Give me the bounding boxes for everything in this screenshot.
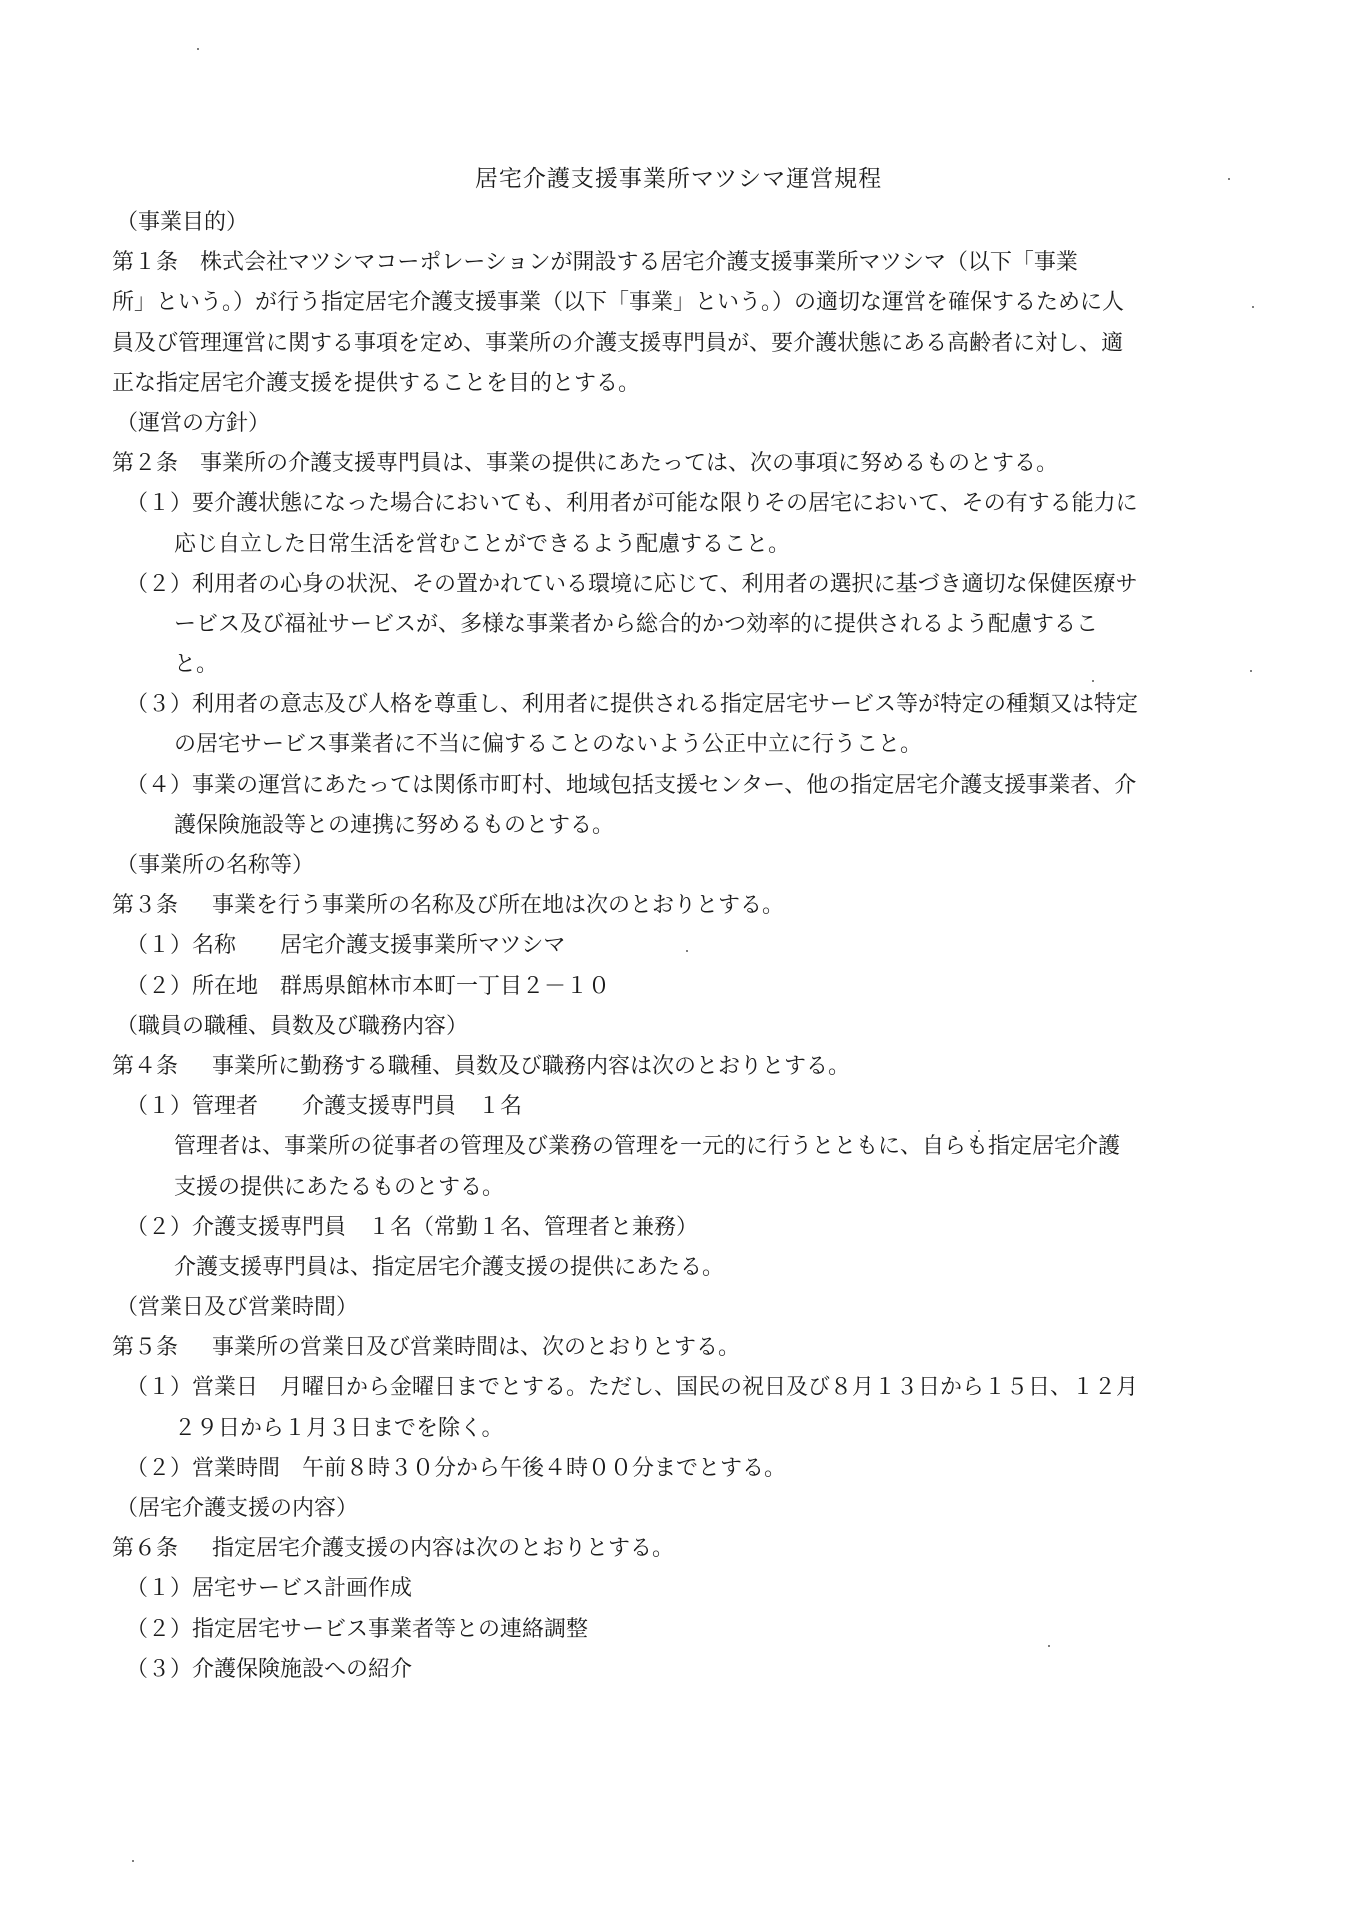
scan-speck: [1250, 670, 1252, 672]
continuation-text: 応じ自立した日常生活を営むことができるよう配慮すること。: [174, 531, 791, 557]
list-item: [112, 1569, 1242, 1609]
item-number: （１）: [126, 491, 193, 517]
list-item: [112, 484, 1242, 524]
article-number: 第１条: [112, 250, 179, 276]
article-line: [112, 243, 1242, 283]
item-text: 利用者の意志及び人格を尊重し、利用者に提供される指定居宅サービス等が特定の種類又は特定: [192, 692, 1139, 718]
scan-speck: [978, 1130, 980, 1132]
list-item: [112, 766, 1242, 806]
continuation-line: [112, 283, 1242, 323]
section-heading: [112, 404, 1242, 444]
item-text: 事業の運営にあたっては関係市町村、地域包括支援センター、他の指定居宅介護支援事業者、介: [192, 772, 1137, 798]
article-number: 第２条: [112, 451, 179, 477]
continuation-line: [112, 525, 1242, 565]
list-item: [112, 1087, 1242, 1127]
item-number: （３）: [126, 1656, 193, 1682]
article-line: [112, 1328, 1242, 1368]
article-line: [112, 444, 1242, 484]
continuation-text: 所」という。）が行う指定居宅介護支援事業（以下「事業」という。）の適切な運営を確保するために人: [112, 290, 1125, 316]
continuation-text: 支援の提供にあたるものとする。: [174, 1174, 505, 1200]
continuation-line: [112, 1248, 1242, 1288]
article-text: 事業所に勤務する職種、員数及び職務内容は次のとおりとする。: [212, 1053, 851, 1079]
article-number: 第６条: [112, 1536, 179, 1562]
list-item: [112, 967, 1242, 1007]
item-number: （２）: [126, 571, 193, 597]
article-text: 事業所の営業日及び営業時間は、次のとおりとする。: [212, 1335, 741, 1361]
continuation-text: 正な指定居宅介護支援を提供することを目的とする。: [112, 370, 641, 396]
article-line: [112, 1047, 1242, 1087]
item-number: （２）: [126, 973, 193, 999]
article-number: 第３条: [112, 893, 179, 919]
item-number: （１）: [126, 1375, 193, 1401]
article-line: [112, 1529, 1242, 1569]
section-heading-text: （事業目的）: [116, 210, 249, 235]
article-number: 第５条: [112, 1335, 179, 1361]
section-heading: [112, 1489, 1242, 1529]
continuation-text: ービス及び福祉サービスが、多様な事業者から総合的かつ効率的に提供されるよう配慮するこ: [174, 611, 1099, 637]
continuation-text: 介護支援専門員は、指定居宅介護支援の提供にあたる。: [174, 1254, 725, 1280]
continuation-text: 護保険施設等との連携に努めるものとする。: [174, 812, 615, 838]
continuation-line: [112, 645, 1242, 685]
item-number: （４）: [126, 772, 193, 798]
continuation-line: [112, 605, 1242, 645]
list-item: [112, 1208, 1242, 1248]
scan-speck: [1048, 1645, 1050, 1647]
list-item: [112, 926, 1242, 966]
continuation-line: [112, 1127, 1242, 1167]
section-heading: [112, 846, 1242, 886]
continuation-line: [112, 324, 1242, 364]
item-number: （１）: [126, 1576, 193, 1602]
list-item: [112, 1368, 1242, 1408]
scan-speck: [686, 950, 688, 952]
list-item: [112, 1449, 1242, 1489]
item-text: 名称 居宅介護支援事業所マツシマ: [192, 933, 566, 959]
scan-speck: [1092, 680, 1094, 682]
item-text: 管理者 介護支援専門員 １名: [192, 1094, 523, 1120]
list-item: [112, 1650, 1242, 1690]
item-number: （２）: [126, 1455, 193, 1481]
section-heading-text: （営業日及び営業時間）: [116, 1295, 359, 1321]
item-text: 営業日 月曜日から金曜日までとする。ただし、国民の祝日及び８月１３日から１５日、１２月: [192, 1375, 1139, 1401]
article-line: [112, 886, 1242, 926]
continuation-line: [112, 1168, 1242, 1208]
item-text: 居宅サービス計画作成: [192, 1576, 413, 1602]
item-text: 利用者の心身の状況、その置かれている環境に応じて、利用者の選択に基づき適切な保健医療サ: [192, 571, 1138, 597]
item-text: 指定居宅サービス事業者等との連絡調整: [192, 1616, 589, 1642]
item-text: 要介護状態になった場合においても、利用者が可能な限りその居宅において、その有する能力に: [192, 491, 1138, 517]
scan-speck: [1252, 306, 1254, 308]
section-heading-text: （職員の職種、員数及び職務内容）: [116, 1013, 469, 1039]
article-text: 株式会社マツシマコーポレーションが開設する居宅介護支援事業所マツシマ（以下「事業: [200, 250, 1078, 276]
continuation-text: と。: [174, 652, 219, 678]
article-text: 事業所の介護支援専門員は、事業の提供にあたっては、次の事項に努めるものとする。: [200, 451, 1059, 477]
continuation-line: [112, 364, 1242, 404]
item-text: 営業時間 午前８時３０分から午後４時００分までとする。: [192, 1455, 787, 1481]
scan-speck: [132, 1860, 134, 1862]
continuation-line: [112, 1409, 1242, 1449]
section-heading: [112, 1007, 1242, 1047]
continuation-text: の居宅サービス事業者に不当に偏することのないよう公正中立に行うこと。: [174, 732, 923, 758]
list-item: [112, 1610, 1242, 1650]
item-number: （２）: [126, 1616, 193, 1642]
item-number: （２）: [126, 1214, 193, 1240]
item-number: （１）: [126, 1094, 193, 1120]
continuation-line: [112, 806, 1242, 846]
list-item: [112, 685, 1242, 725]
item-text: 所在地 群馬県館林市本町一丁目２－１０: [192, 973, 611, 999]
section-heading-text: （居宅介護支援の内容）: [116, 1496, 359, 1521]
continuation-line: [112, 725, 1242, 765]
scan-speck: [197, 48, 199, 50]
list-item: [112, 565, 1242, 605]
section-heading-text: （事業所の名称等）: [116, 853, 315, 878]
item-number: （１）: [126, 933, 193, 959]
scan-speck: [1228, 178, 1230, 180]
section-heading-text: （運営の方針）: [116, 410, 271, 436]
section-heading: [112, 203, 1242, 243]
section-heading: [112, 1288, 1242, 1328]
continuation-text: 員及び管理運営に関する事項を定め、事業所の介護支援専門員が、要介護状態にある高齢者に対し、適: [112, 330, 1124, 356]
item-text: 介護支援専門員 １名（常勤１名、管理者と兼務）: [192, 1214, 699, 1240]
item-number: （３）: [126, 692, 193, 718]
item-text: 介護保険施設への紹介: [192, 1656, 413, 1682]
document-title: 居宅介護支援事業所マツシマ運営規程: [474, 166, 883, 192]
continuation-text: ２９日から１月３日までを除く。: [174, 1415, 504, 1441]
continuation-text: 管理者は、事業所の従事者の管理及び業務の管理を一元的に行うとともに、自らも指定居宅介護: [174, 1134, 1121, 1160]
document-body: [112, 203, 1242, 1690]
article-number: 第４条: [112, 1053, 179, 1079]
article-text: 指定居宅介護支援の内容は次のとおりとする。: [212, 1536, 675, 1562]
article-text: 事業を行う事業所の名称及び所在地は次のとおりとする。: [212, 893, 785, 919]
